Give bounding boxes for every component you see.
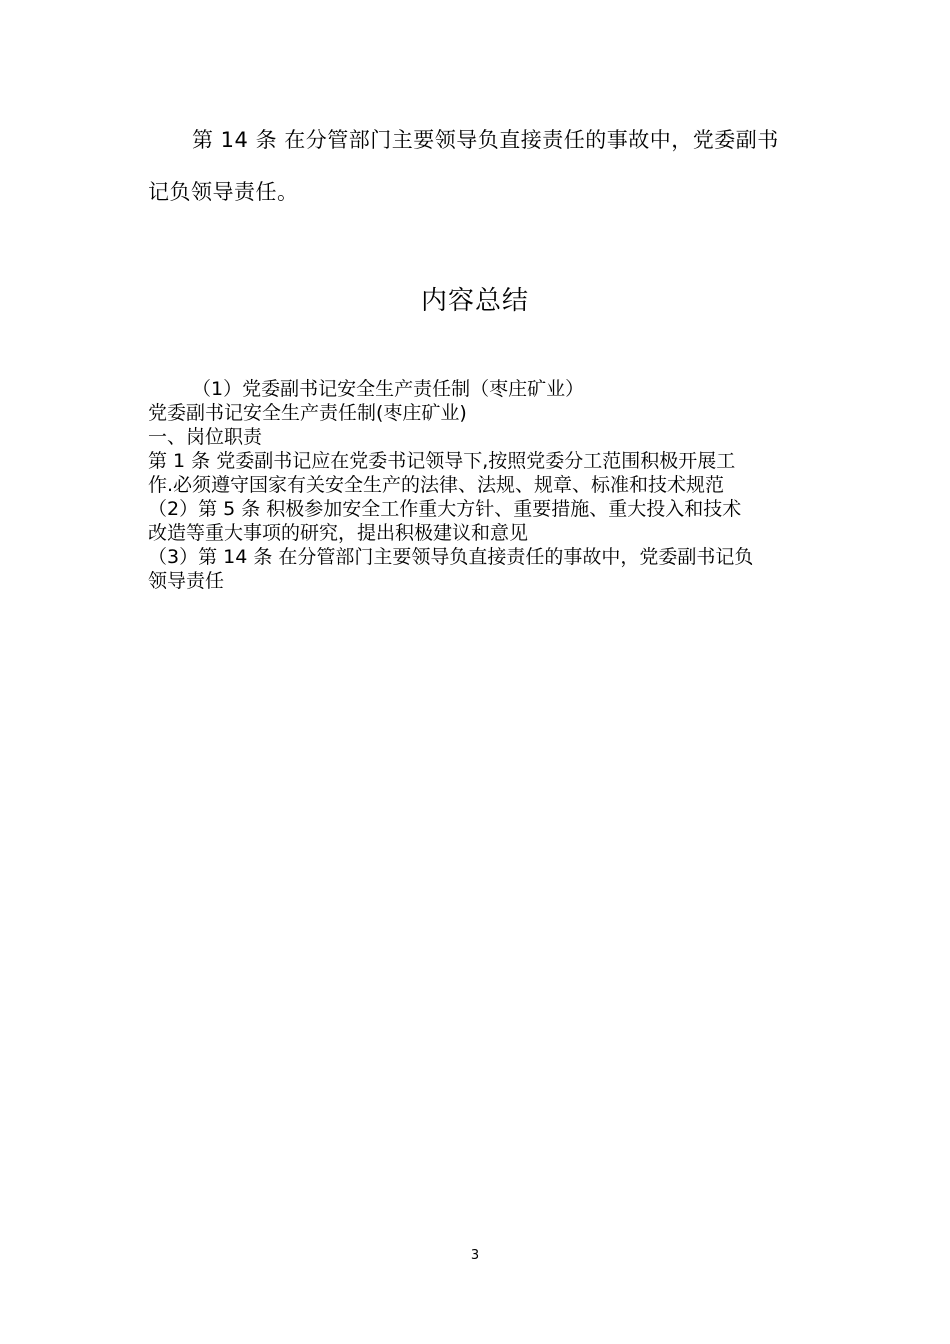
article-14-line-1: 第 14 条 在分管部门主要领导负直接责任的事故中，党委副书	[192, 128, 779, 152]
summary-heading: 内容总结	[420, 286, 529, 316]
summary-line: （3）第 14 条 在分管部门主要领导负直接责任的事故中，党委副书记负	[148, 546, 754, 568]
page-number: 3	[470, 1248, 480, 1263]
summary-line: 党委副书记安全生产责任制(枣庄矿业)	[148, 402, 467, 424]
summary-line: 领导责任	[148, 570, 225, 592]
summary-line: 作.必须遵守国家有关安全生产的法律、法规、规章、标准和技术规范	[148, 474, 725, 496]
summary-block	[148, 377, 808, 593]
summary-line: 改造等重大事项的研究，提出积极建议和意见	[148, 522, 529, 544]
article-14-line-2: 记负领导责任。	[148, 180, 299, 204]
summary-line: （1）党委副书记安全生产责任制（枣庄矿业）	[192, 378, 585, 400]
summary-line: （2）第 5 条 积极参加安全工作重大方针、重要措施、重大投入和技术	[148, 498, 742, 520]
summary-line: 第 1 条 党委副书记应在党委书记领导下,按照党委分工范围积极开展工	[148, 450, 736, 472]
summary-line: 一、岗位职责	[148, 426, 263, 448]
